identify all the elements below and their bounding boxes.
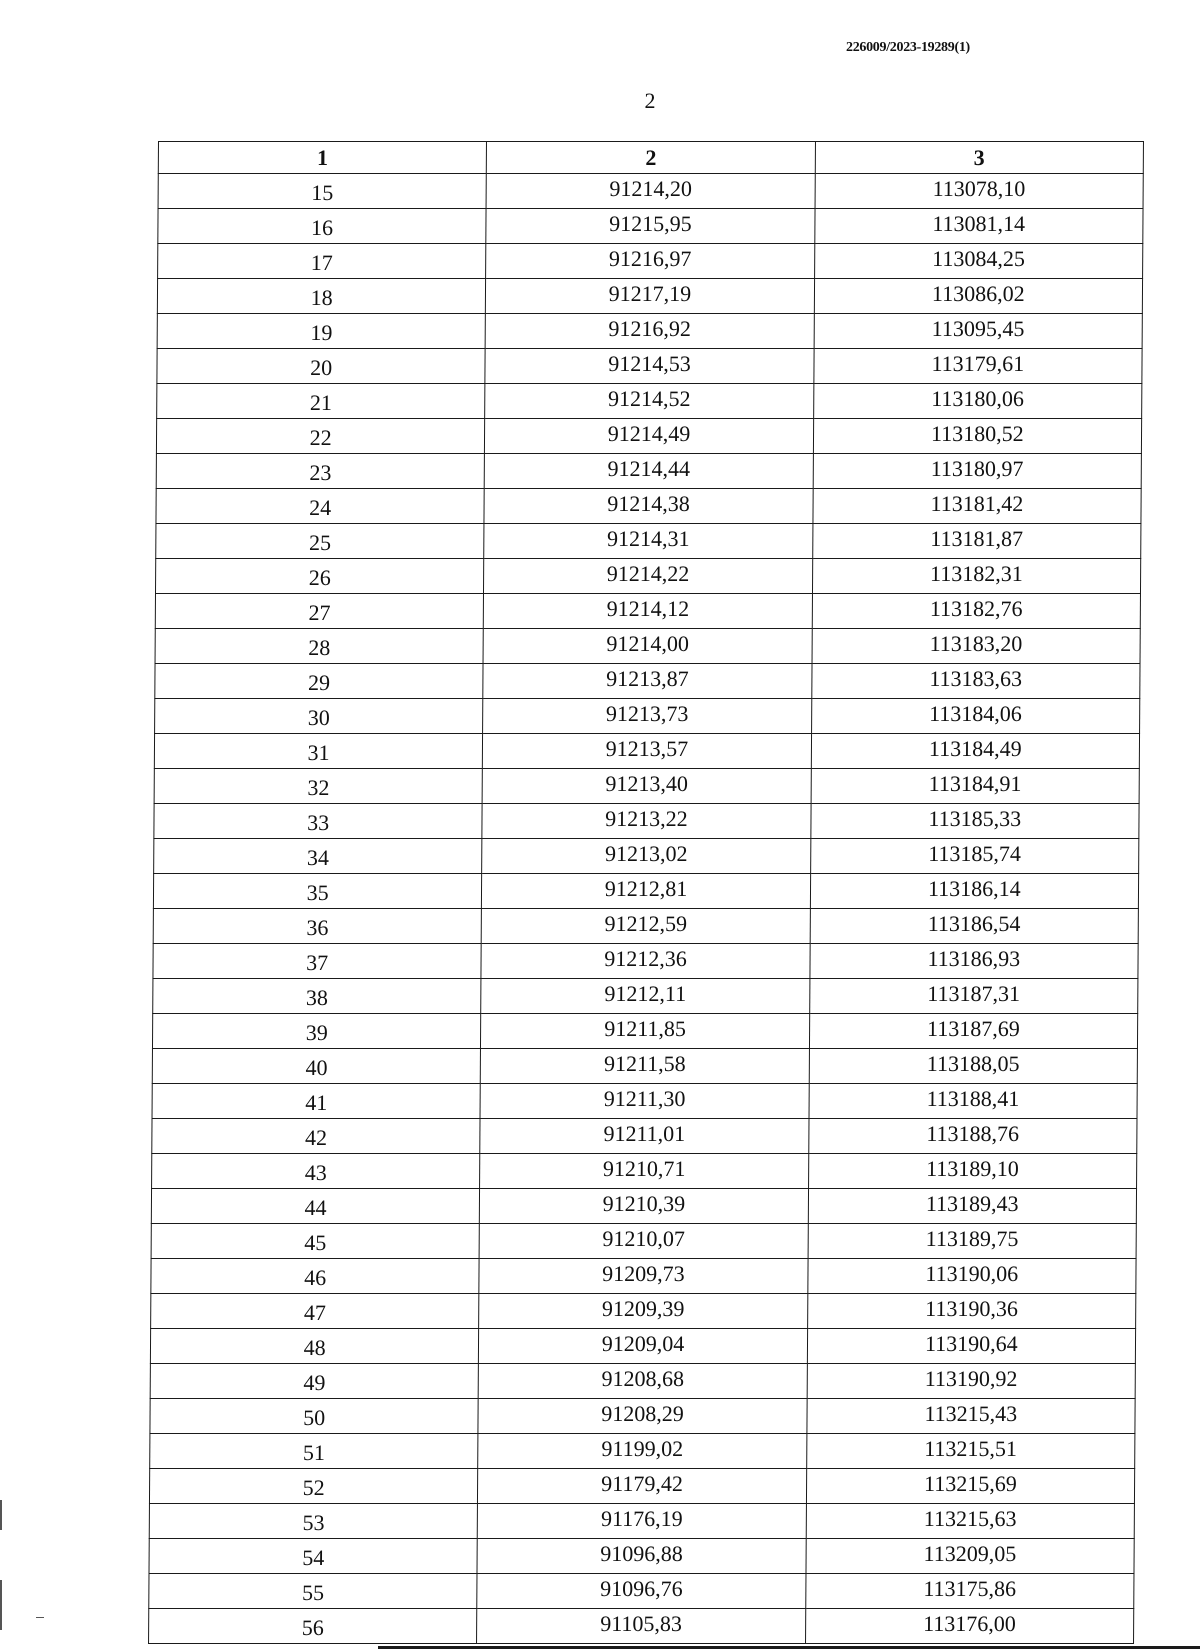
coordinate-x-cell: 91210,07 xyxy=(479,1224,808,1259)
coordinate-y-cell: 113209,05 xyxy=(806,1539,1135,1574)
point-number-cell: 32 xyxy=(154,769,483,804)
coordinate-x-cell: 91213,57 xyxy=(483,734,812,769)
bottom-border-line xyxy=(378,1646,1200,1649)
coordinate-x-cell: 91214,00 xyxy=(483,629,812,664)
coordinate-x-cell: 91211,01 xyxy=(480,1119,809,1154)
table-row xyxy=(155,559,1140,594)
point-number-cell: 18 xyxy=(157,279,486,314)
coordinate-x-cell: 91179,42 xyxy=(478,1469,807,1504)
coordinate-x-cell: 91213,22 xyxy=(482,804,811,839)
point-number-cell: 33 xyxy=(154,804,483,839)
table-row xyxy=(149,1574,1134,1609)
coordinate-y-cell: 113190,06 xyxy=(807,1259,1136,1294)
point-number-cell: 25 xyxy=(156,524,485,559)
table-row xyxy=(149,1609,1134,1644)
table-row xyxy=(150,1399,1135,1434)
coordinate-x-cell: 91210,39 xyxy=(480,1189,809,1224)
point-number-cell: 44 xyxy=(151,1189,480,1224)
table-row xyxy=(153,944,1138,979)
table-row xyxy=(149,1504,1134,1539)
coordinate-y-cell: 113190,64 xyxy=(807,1329,1136,1364)
table-row xyxy=(155,594,1140,629)
coordinate-y-cell: 113182,76 xyxy=(812,594,1141,629)
coordinate-y-cell: 113183,20 xyxy=(812,629,1141,664)
coordinate-x-cell: 91208,29 xyxy=(478,1399,807,1434)
coordinate-y-cell: 113180,97 xyxy=(813,454,1142,489)
point-number-cell: 34 xyxy=(154,839,483,874)
table-row xyxy=(153,874,1138,909)
table-body xyxy=(149,174,1144,1644)
table-row xyxy=(149,1469,1134,1504)
table-row xyxy=(156,454,1141,489)
point-number-cell: 36 xyxy=(153,909,482,944)
coordinate-y-cell: 113095,45 xyxy=(814,314,1143,349)
point-number-cell: 35 xyxy=(153,874,482,909)
coordinate-x-cell: 91211,30 xyxy=(480,1084,809,1119)
coordinate-x-cell: 91096,88 xyxy=(477,1539,806,1574)
coordinate-y-cell: 113081,14 xyxy=(814,209,1143,244)
coordinate-y-cell: 113186,14 xyxy=(810,874,1139,909)
point-number-cell: 29 xyxy=(155,664,484,699)
coordinate-y-cell: 113176,00 xyxy=(805,1609,1134,1644)
coordinate-x-cell: 91214,12 xyxy=(484,594,813,629)
table-row xyxy=(150,1364,1135,1399)
table-row xyxy=(158,244,1143,279)
point-number-cell: 26 xyxy=(155,559,484,594)
coordinate-x-cell: 91213,87 xyxy=(483,664,812,699)
table-row xyxy=(157,314,1142,349)
coordinate-x-cell: 91213,73 xyxy=(483,699,812,734)
point-number-cell: 23 xyxy=(156,454,485,489)
table-row xyxy=(156,419,1141,454)
table-row xyxy=(153,909,1138,944)
point-number-cell: 48 xyxy=(150,1329,479,1364)
table-row xyxy=(152,1014,1137,1049)
table-row xyxy=(154,804,1139,839)
point-number-cell: 16 xyxy=(158,209,487,244)
table-row xyxy=(152,1049,1137,1084)
coordinate-y-cell: 113189,75 xyxy=(808,1224,1137,1259)
table-row xyxy=(152,1154,1137,1189)
coordinate-x-cell: 91216,92 xyxy=(485,314,814,349)
coordinate-y-cell: 113189,43 xyxy=(808,1189,1137,1224)
coordinate-y-cell: 113180,52 xyxy=(813,419,1142,454)
coordinate-x-cell: 91212,11 xyxy=(481,979,810,1014)
point-number-cell: 41 xyxy=(152,1084,481,1119)
coordinate-y-cell: 113186,54 xyxy=(810,909,1139,944)
column-header-1: 1 xyxy=(158,142,487,174)
point-number-cell: 39 xyxy=(152,1014,481,1049)
table-header xyxy=(158,142,1143,174)
coordinate-x-cell: 91212,81 xyxy=(482,874,811,909)
point-number-cell: 53 xyxy=(149,1504,478,1539)
coordinate-x-cell: 91214,53 xyxy=(485,349,814,384)
table-row xyxy=(151,1224,1136,1259)
point-number-cell: 56 xyxy=(149,1609,478,1644)
coordinate-x-cell: 91213,02 xyxy=(482,839,811,874)
table-row xyxy=(154,769,1139,804)
coordinate-y-cell: 113186,93 xyxy=(810,944,1139,979)
coordinate-y-cell: 113183,63 xyxy=(811,664,1140,699)
coordinate-x-cell: 91211,58 xyxy=(481,1049,810,1084)
coordinate-x-cell: 91105,83 xyxy=(477,1609,806,1644)
coordinate-y-cell: 113215,43 xyxy=(807,1399,1136,1434)
coordinate-x-cell: 91209,04 xyxy=(479,1329,808,1364)
point-number-cell: 30 xyxy=(155,699,484,734)
scan-dash-mark xyxy=(36,1617,44,1618)
table-row xyxy=(155,629,1140,664)
point-number-cell: 51 xyxy=(150,1434,479,1469)
table-row xyxy=(153,979,1138,1014)
point-number-cell: 50 xyxy=(150,1399,479,1434)
table-row xyxy=(150,1434,1135,1469)
point-number-cell: 37 xyxy=(153,944,482,979)
coordinate-x-cell: 91211,85 xyxy=(481,1014,810,1049)
table-row xyxy=(149,1539,1134,1574)
coordinate-x-cell: 91214,31 xyxy=(484,524,813,559)
point-number-cell: 45 xyxy=(151,1224,480,1259)
coordinate-x-cell: 91176,19 xyxy=(478,1504,807,1539)
coordinate-y-cell: 113190,36 xyxy=(807,1294,1136,1329)
point-number-cell: 21 xyxy=(157,384,486,419)
coordinate-x-cell: 91209,39 xyxy=(479,1294,808,1329)
coordinate-y-cell: 113187,31 xyxy=(809,979,1138,1014)
coordinate-x-cell: 91096,76 xyxy=(477,1574,806,1609)
table-row xyxy=(151,1259,1136,1294)
coordinate-y-cell: 113188,05 xyxy=(809,1049,1138,1084)
coordinate-x-cell: 91214,44 xyxy=(485,454,814,489)
point-number-cell: 43 xyxy=(152,1154,481,1189)
table-row xyxy=(150,1329,1135,1364)
table-row xyxy=(156,524,1141,559)
coordinate-y-cell: 113188,76 xyxy=(808,1119,1137,1154)
table-row xyxy=(154,839,1139,874)
table-row xyxy=(157,279,1142,314)
table-row xyxy=(152,1119,1137,1154)
table-row xyxy=(158,174,1143,209)
table-row xyxy=(155,699,1140,734)
coordinate-x-cell: 91214,20 xyxy=(486,174,815,209)
coordinate-y-cell: 113215,51 xyxy=(806,1434,1135,1469)
coordinate-y-cell: 113086,02 xyxy=(814,279,1143,314)
document-reference-number: 226009/2023-19289(1) xyxy=(846,40,970,55)
header-row xyxy=(158,142,1143,174)
coordinate-y-cell: 113184,06 xyxy=(811,699,1140,734)
coordinate-y-cell: 113187,69 xyxy=(809,1014,1138,1049)
table-row xyxy=(157,384,1142,419)
coordinate-x-cell: 91214,38 xyxy=(484,489,813,524)
table-row xyxy=(157,349,1142,384)
point-number-cell: 31 xyxy=(154,734,483,769)
table-row xyxy=(156,489,1141,524)
coordinate-y-cell: 113181,87 xyxy=(812,524,1141,559)
table-row xyxy=(151,1189,1136,1224)
coordinate-y-cell: 113190,92 xyxy=(807,1364,1136,1399)
scan-edge-mark xyxy=(0,1500,2,1530)
point-number-cell: 49 xyxy=(150,1364,479,1399)
coordinate-y-cell: 113084,25 xyxy=(814,244,1143,279)
coordinate-x-cell: 91209,73 xyxy=(479,1259,808,1294)
coordinate-x-cell: 91212,59 xyxy=(481,909,810,944)
table-row xyxy=(152,1084,1137,1119)
coordinate-y-cell: 113215,63 xyxy=(806,1504,1135,1539)
point-number-cell: 20 xyxy=(157,349,486,384)
coordinate-y-cell: 113185,74 xyxy=(810,839,1139,874)
point-number-cell: 38 xyxy=(153,979,482,1014)
coordinate-x-cell: 91216,97 xyxy=(486,244,815,279)
coordinate-y-cell: 113189,10 xyxy=(808,1154,1137,1189)
coordinate-x-cell: 91199,02 xyxy=(478,1434,807,1469)
page-number: 2 xyxy=(644,88,656,113)
point-number-cell: 19 xyxy=(157,314,486,349)
scan-edge-mark xyxy=(0,1580,2,1630)
table-row xyxy=(154,734,1139,769)
coordinate-x-cell: 91210,71 xyxy=(480,1154,809,1189)
coordinate-x-cell: 91214,22 xyxy=(484,559,813,594)
point-number-cell: 55 xyxy=(149,1574,478,1609)
coordinate-y-cell: 113180,06 xyxy=(813,384,1142,419)
coordinate-y-cell: 113185,33 xyxy=(811,804,1140,839)
column-header-2: 2 xyxy=(487,142,816,174)
point-number-cell: 42 xyxy=(152,1119,481,1154)
coordinate-x-cell: 91217,19 xyxy=(486,279,815,314)
point-number-cell: 47 xyxy=(151,1294,480,1329)
point-number-cell: 54 xyxy=(149,1539,478,1574)
coordinate-y-cell: 113078,10 xyxy=(815,174,1144,209)
point-number-cell: 17 xyxy=(158,244,487,279)
coordinate-y-cell: 113175,86 xyxy=(805,1574,1134,1609)
coordinate-y-cell: 113184,91 xyxy=(811,769,1140,804)
point-number-cell: 24 xyxy=(156,489,485,524)
table-row xyxy=(158,209,1143,244)
point-number-cell: 46 xyxy=(151,1259,480,1294)
coordinate-x-cell: 91213,40 xyxy=(482,769,811,804)
table-row xyxy=(155,664,1140,699)
coordinate-y-cell: 113215,69 xyxy=(806,1469,1135,1504)
column-header-3: 3 xyxy=(815,142,1144,174)
coordinate-y-cell: 113179,61 xyxy=(814,349,1143,384)
point-number-cell: 28 xyxy=(155,629,484,664)
coordinate-y-cell: 113184,49 xyxy=(811,734,1140,769)
coordinate-x-cell: 91214,52 xyxy=(485,384,814,419)
coordinate-x-cell: 91208,68 xyxy=(478,1364,807,1399)
point-number-cell: 15 xyxy=(158,174,487,209)
point-number-cell: 52 xyxy=(149,1469,478,1504)
coordinate-y-cell: 113182,31 xyxy=(812,559,1141,594)
coordinate-y-cell: 113188,41 xyxy=(809,1084,1138,1119)
coordinate-y-cell: 113181,42 xyxy=(813,489,1142,524)
point-number-cell: 27 xyxy=(155,594,484,629)
point-number-cell: 22 xyxy=(156,419,485,454)
point-number-cell: 40 xyxy=(152,1049,481,1084)
coordinate-x-cell: 91212,36 xyxy=(481,944,810,979)
coordinates-table xyxy=(148,141,1144,1644)
coordinate-x-cell: 91215,95 xyxy=(486,209,815,244)
table-row xyxy=(151,1294,1136,1329)
coordinate-x-cell: 91214,49 xyxy=(485,419,814,454)
